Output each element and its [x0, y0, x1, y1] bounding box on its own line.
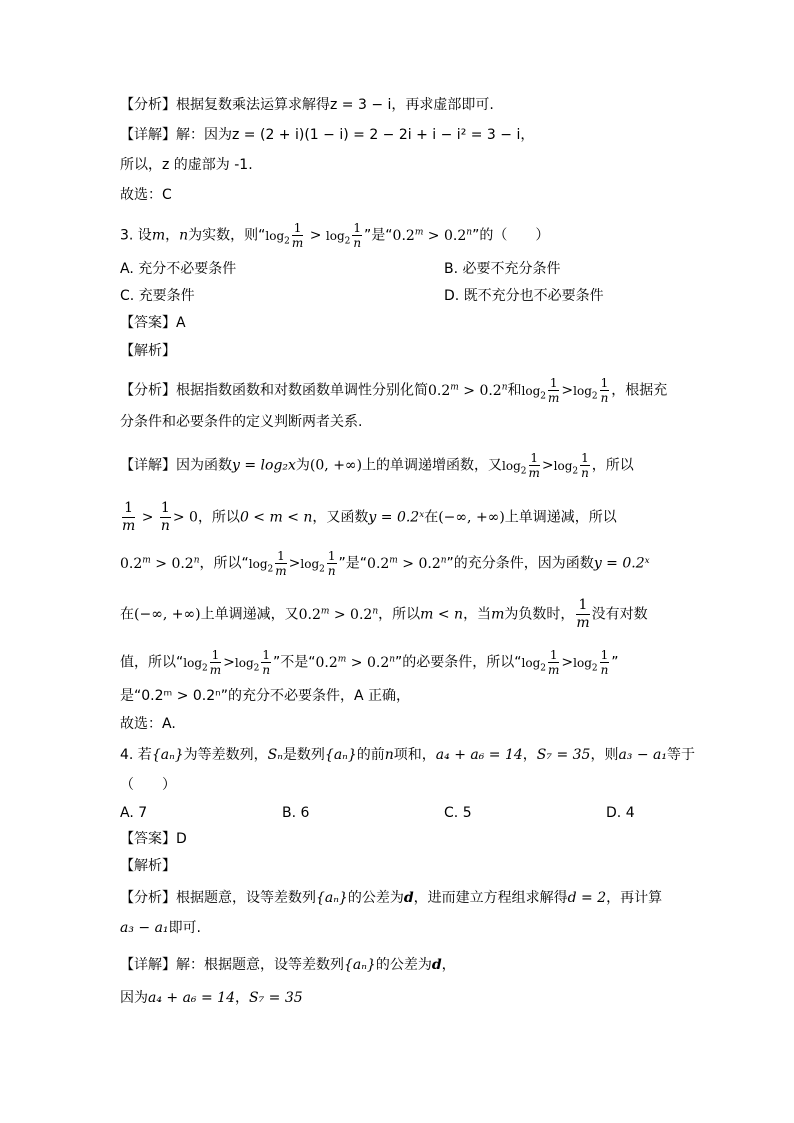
q4-detail-line2: 因为a₄ + a₆ = 14，S₇ = 35 — [120, 990, 303, 1006]
q3-option-d: D. 既不充分也不必要条件 — [444, 288, 604, 304]
q3-analysis-header: 【解析】 — [120, 343, 176, 359]
q2-analysis: 【分析】根据复数乘法运算求解得z = 3 − i，再求虚部即可. — [120, 97, 494, 113]
q2-conclusion: 所以，z 的虚部为 -1. — [120, 157, 253, 173]
q3-detail-line5: 值，所以“$\log_2$ $\frac{1}{m}$ $>\log_2$ $\frac{1}{n}$ ”不是“$0.2^m > 0.2^n$”的必要条件，所以“$\log_2$ $\frac{1}{m}$ $>\log_2$ $\frac{1}{n}$ ” — [120, 648, 619, 677]
q3-detail-line6: 是“0.2ᵐ > 0.2ⁿ”的充分不必要条件，A 正确， — [120, 688, 410, 704]
q3-detail-line3: $0.2^m > 0.2^n$，所以“$\log_2$ $\frac{1}{m}$ $>\log_2$ $\frac{1}{n}$ ”是“$0.2^m > 0.2^n$”的充分条件，因为函数y = 0.2ˣ — [120, 549, 650, 578]
q3-analysis-line1: 【分析】根据指数函数和对数函数单调性分别化简$0.2^m > 0.2^n$和$\log_2$ $\frac{1}{m}$ $>\log_2$ $\frac{1}{n}$ ，根据充 — [120, 376, 668, 405]
q4-analysis-line2: a₃ − a₁即可. — [120, 920, 202, 936]
q2-choice: 故选：C — [120, 187, 172, 203]
q3-detail-line2: $\frac{1}{m}$ > $\frac{1}{n}$ > 0，所以0 < m < n，又函数y = 0.2ˣ在(−∞, +∞)上单调递减，所以 — [122, 500, 617, 534]
q3-stem: 3. 设m，n为实数，则“$\log_2$ $\frac{1}{m}$ > $\log_2$ $\frac{1}{n}$ ”是“$0.2^m > 0.2^n$”的（ ） — [120, 221, 550, 250]
q4-analysis-header: 【解析】 — [120, 858, 176, 874]
q4-option-a: A. 7 — [120, 805, 148, 821]
q4-stem-paren: （ ） — [120, 777, 176, 793]
q2-detail: 【详解】解：因为z = (2 + i)(1 − i) = 2 − 2i + i − i² = 3 − i， — [120, 127, 535, 143]
q3-option-a: A. 充分不必要条件 — [120, 261, 237, 277]
q3-analysis-line2: 分条件和必要条件的定义判断两者关系. — [120, 414, 363, 430]
q3-detail-line1: 【详解】因为函数y = log₂x为(0, +∞)上的单调递增函数，又$\log_2$ $\frac{1}{m}$ $>\log_2$ $\frac{1}{n}$ ，所以 — [120, 451, 634, 480]
q4-analysis-line1: 【分析】根据题意，设等差数列{aₙ}的公差为d，进而建立方程组求解得d = 2，再计算 — [120, 890, 663, 906]
q3-detail-line4: 在(−∞, +∞)上单调递减，又$0.2^m > 0.2^n$，所以m < n，当m为负数时， $\frac{1}{m}$ 没有对数 — [120, 597, 648, 631]
q3-choice: 故选：A. — [120, 716, 176, 732]
q3-option-b: B. 必要不充分条件 — [444, 261, 561, 277]
q4-option-c: C. 5 — [444, 805, 472, 821]
q3-option-c: C. 充要条件 — [120, 288, 195, 304]
q4-stem: 4. 若{aₙ}为等差数列，Sₙ是数列{aₙ}的前n项和，a₄ + a₆ = 14，S₇ = 35，则a₃ − a₁等于 — [120, 747, 696, 763]
q3-answer: 【答案】A — [120, 315, 186, 331]
q4-option-d: D. 4 — [606, 805, 635, 821]
q4-answer: 【答案】D — [120, 831, 187, 847]
q4-option-b: B. 6 — [282, 805, 310, 821]
q4-detail-line1: 【详解】解：根据题意，设等差数列{aₙ}的公差为d， — [120, 957, 456, 973]
